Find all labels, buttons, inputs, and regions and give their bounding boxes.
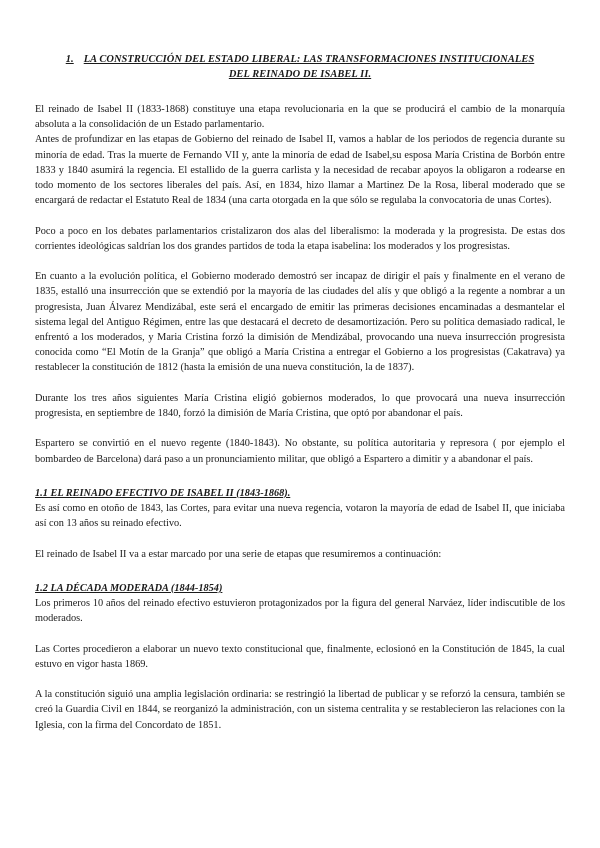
paragraph-intro: El reinado de Isabel II (1833-1868) constituye una etapa revolucionaria en la que se producirá el cambio de la monarquía absoluta a la consolidación de un Estado parlamentario.	[35, 104, 565, 131]
section-heading-effective-reign: 1.1 EL REINADO EFECTIVO DE ISABEL II (1843-1868).	[35, 487, 291, 499]
paragraph-majority-age: Es así como en otoño de 1843, las Cortes, para evitar una nueva regencia, votaron la mayoría de edad de Isabel II, que iniciaba así con 13 años su reinado efectivo.	[35, 503, 565, 530]
paragraph-regency: Antes de profundizar en las etapas de Gobierno del reinado de Isabel II, vamos a hablar de los periodos de regencia durante su minoría de edad. Tras la muerte de Fernando VII y, ante la minoría de edad de Isabel,su esposa María Cristina de Borbón entre 1833 y 1840 asumirá la regencia. El estallido de la guerra carlista y la necesidad de recabar apoyos la obligaron a rodearse en todo momento de los sectores liberales del país. Así, en 1834, hizo llamar a Martinez De la Rosa, liberal moderado que se encargará de redactar el Estatuto Real de 1834 (una carta otorgada en la que sólo se regulaba la convocatoria de unas Cortes).	[35, 134, 565, 207]
paragraph-moderate-governments: Durante los tres años siguientes María Cristina eligió gobiernos moderados, lo que provocará una nueva insurrección progresista, en septiembre de 1840, forzó la dimisión de María Cristina, que optó por abandonar el país.	[35, 392, 565, 420]
paragraph-political-evolution: En cuanto a la evolución política, el Gobierno moderado demostró ser incapaz de dirigir el país y finalmente en el verano de 1835, estalló una insurrección que se extendió por la mayoría de las ciudades del alís y que obligó a la regente a nombrar a un progresista, Juan Álvarez Mendizábal, este será el encargado de emitir las primeras decisiones encaminadas a desmantelar el sistema legal del Antiguo Régimen, entre las que destacará el decreto de desamortización. Pero su política demasiado radical, le enfrentó a los moderados, y Maria Cristina forzó la dimisión de Mendizábal, provocando una nueva insurrección progresista conocida como “El Motín de la Granja” que obligó a María Cristina a entregar el Gobierno a los progresistas (Cakatrava) ya restablecer la constitución de 1812 (hasta la emisión de una nueva constitución, la de 1837).	[35, 271, 565, 374]
paragraph-narvaez: Los primeros 10 años del reinado efectivo estuvieron protagonizados por la figura del general Narváez, líder indiscutible de los moderados.	[35, 598, 565, 625]
title-line-2: DEL REINADO DE ISABEL II.	[228, 69, 372, 80]
paragraph-stages: El reinado de Isabel II va a estar marcado por una serie de etapas que resumiremos a continuación:	[35, 548, 442, 560]
paragraph-espartero: Espartero se convirtió en el nuevo regente (1840-1843). No obstante, su política autoritaria y represora ( por ejemplo el bombardeo de Barcelona) dará paso a un pronunciamiento militar, que obligó a Espartero a dimitir y a abandonar el país.	[35, 438, 565, 465]
section-heading-moderate-decade: 1.2 LA DÉCADA MODERADA (1844-1854)	[35, 582, 223, 594]
paragraph-constitution-1845: Las Cortes procedieron a elaborar un nuevo texto constitucional que, finalmente, eclosionó en la Constitución de 1845, la cual estuvo en vigor hasta 1869.	[35, 643, 565, 670]
title-text-1: LA CONSTRUCCIÓN DEL ESTADO LIBERAL: LAS TRANSFORMACIONES INSTITUCIONALES	[83, 54, 535, 65]
document-title	[35, 52, 565, 82]
paragraph-legislation: A la constitución siguió una amplia legislación ordinaria: se restringió la libertad de publicar y se reforzó la censura, también se creó la Guardia Civil en 1844, se reorganizó la administración, con un sistema centralita y se restablecieron las relaciones con la Iglesia, con la firma del Concordato de 1851.	[35, 689, 565, 731]
title-number: 1.	[65, 54, 74, 65]
paragraph-liberalism: Poco a poco en los debates parlamentarios cristalizaron dos alas del liberalismo: la moderada y la progresista. De estas dos corrientes ideológicas saldrían los dos grandes partidos de toda la etapa isabelina: los moderados y los progresistas.	[35, 225, 565, 252]
title-line-1	[35, 52, 565, 67]
